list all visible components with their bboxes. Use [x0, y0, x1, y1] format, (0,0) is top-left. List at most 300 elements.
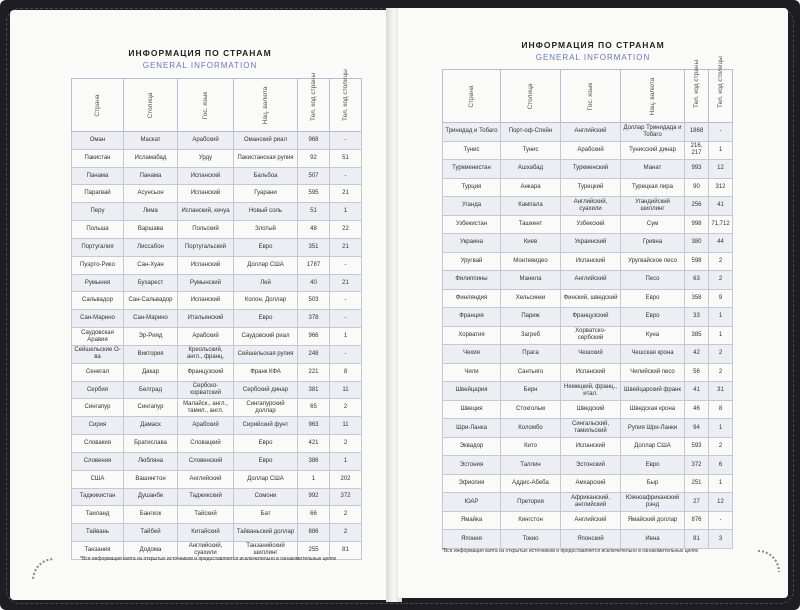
table-row	[72, 381, 362, 399]
table-row	[443, 474, 733, 493]
column-header	[621, 70, 685, 123]
table-row	[72, 524, 362, 542]
table-cell: Туркменистан	[443, 160, 501, 179]
table-cell: 312	[709, 178, 733, 197]
column-header	[72, 79, 124, 132]
table-cell: Словенский	[178, 452, 234, 470]
table-cell: Испанский	[561, 252, 621, 271]
table-cell: -	[330, 292, 362, 310]
table-cell: Манила	[501, 271, 561, 290]
table-cell: 372	[330, 488, 362, 506]
table-cell: Танзанийский шиллинг	[234, 542, 298, 560]
table-cell: 66	[298, 506, 330, 524]
column-header	[685, 59, 709, 123]
table-cell: 507	[298, 167, 330, 185]
table-cell: Английский	[561, 511, 621, 530]
table-cell: Маскат	[124, 132, 178, 150]
table-cell: Тринидад и Тобаго	[443, 123, 501, 142]
table-row	[72, 221, 362, 239]
table-row	[443, 234, 733, 253]
table-cell: Дакар	[124, 363, 178, 381]
table-row	[72, 256, 362, 274]
table-cell: Анкара	[501, 178, 561, 197]
table-cell: 202	[330, 470, 362, 488]
table-cell: Турецкая лира	[621, 178, 685, 197]
table-cell: Бангкок	[124, 506, 178, 524]
table-cell: Турция	[443, 178, 501, 197]
table-cell: Уругвайское песо	[621, 252, 685, 271]
table-cell: Чилийский песо	[621, 363, 685, 382]
column-header	[124, 79, 178, 132]
table-cell: Сан-Марино	[124, 310, 178, 328]
table-cell: Тайский	[178, 506, 234, 524]
table-row	[443, 530, 733, 549]
table-cell: Доллар США	[234, 470, 298, 488]
table-cell: Кампала	[501, 197, 561, 216]
table-cell: Песо	[621, 271, 685, 290]
table-row	[443, 178, 733, 197]
table-cell: Хельсинки	[501, 289, 561, 308]
table-cell: Бухарест	[124, 274, 178, 292]
table-cell: 56	[685, 363, 709, 382]
table-cell: Сальвадор	[72, 292, 124, 310]
table-cell: Бат	[234, 506, 298, 524]
table-cell: Чешский	[561, 345, 621, 364]
table-cell: Бальбоа	[234, 167, 298, 185]
table-cell: Ямайский доллар	[621, 511, 685, 530]
table-cell: Вашингтон	[124, 470, 178, 488]
table-cell: 51	[330, 149, 362, 167]
table-cell: 968	[298, 132, 330, 150]
table-cell: 1	[330, 452, 362, 470]
table-cell: 358	[685, 289, 709, 308]
table-cell: Швейцария	[443, 382, 501, 401]
column-header-label: Страна	[94, 93, 101, 117]
column-header	[561, 70, 621, 123]
table-cell: Злотый	[234, 221, 298, 239]
table-cell: Узбекский	[561, 215, 621, 234]
table-cell: Таджикистан	[72, 488, 124, 506]
table-cell: Сингапурский доллар	[234, 399, 298, 417]
table-row	[72, 417, 362, 435]
table-cell: Евро	[621, 456, 685, 475]
table-cell: Португальский	[178, 238, 234, 256]
table-cell: ЮАР	[443, 493, 501, 512]
table-cell: Филиппины	[443, 271, 501, 290]
table-cell: 598	[685, 252, 709, 271]
table-cell: Эквадор	[443, 437, 501, 456]
table-cell: Тунисский динар	[621, 141, 685, 160]
table-cell: Тайбей	[124, 524, 178, 542]
table-cell: Новый соль	[234, 203, 298, 221]
table-cell: Чехия	[443, 345, 501, 364]
table-cell: 94	[685, 419, 709, 438]
table-cell: Япония	[443, 530, 501, 549]
table-row	[443, 400, 733, 419]
table-cell: Турецкий	[561, 178, 621, 197]
table-row	[72, 149, 362, 167]
table-cell: 1	[709, 308, 733, 327]
table-cell: 993	[685, 160, 709, 179]
table-row	[72, 399, 362, 417]
table-cell: Претория	[501, 493, 561, 512]
right-footnote: *Вся информация взята из открытых источников и предоставляется исключительно в ознакомительных целях	[442, 548, 699, 554]
table-cell: 351	[298, 238, 330, 256]
table-cell: 1	[709, 326, 733, 345]
table-cell: Японский	[561, 530, 621, 549]
table-cell: Английский	[178, 470, 234, 488]
table-cell: Киев	[501, 234, 561, 253]
table-cell: Таджикский	[178, 488, 234, 506]
table-cell: Малайск., англ., тамил., англ.	[178, 399, 234, 417]
table-cell: Стокгольм	[501, 400, 561, 419]
table-cell: Сербия	[72, 381, 124, 399]
table-cell: 251	[685, 474, 709, 493]
table-cell: Эстония	[443, 456, 501, 475]
table-cell: 2	[709, 345, 733, 364]
table-row	[72, 470, 362, 488]
table-cell: 2	[709, 363, 733, 382]
table-cell: -	[330, 345, 362, 363]
table-cell: Хорватско-сербский	[561, 326, 621, 345]
table-cell: Сербско-хорватский	[178, 381, 234, 399]
table-row	[443, 308, 733, 327]
table-cell: Испанский	[561, 437, 621, 456]
table-cell: Польский	[178, 221, 234, 239]
table-cell: Румынский	[178, 274, 234, 292]
table-cell: 255	[298, 542, 330, 560]
left-page	[10, 10, 390, 600]
table-cell: 221	[298, 363, 330, 381]
table-cell: 6	[709, 456, 733, 475]
table-cell: 12	[709, 160, 733, 179]
table-cell: Евро	[234, 452, 298, 470]
table-row	[443, 437, 733, 456]
table-cell: 386	[298, 452, 330, 470]
table-cell: Лиссабон	[124, 238, 178, 256]
table-cell: Португалия	[72, 238, 124, 256]
table-cell: Евро	[621, 308, 685, 327]
table-cell: Душанбе	[124, 488, 178, 506]
table-cell: Южноафриканский рэнд	[621, 493, 685, 512]
table-cell: Берн	[501, 382, 561, 401]
table-cell: Сум	[621, 215, 685, 234]
table-cell: 46	[685, 400, 709, 419]
table-row	[72, 328, 362, 346]
table-cell: Виктория	[124, 345, 178, 363]
table-cell: Пуэрто-Рико	[72, 256, 124, 274]
table-cell: Оман	[72, 132, 124, 150]
left-corner-decoration	[32, 558, 76, 600]
table-cell: 42	[685, 345, 709, 364]
column-header-label: Столица	[527, 83, 534, 109]
table-cell: Африканский, английский	[561, 493, 621, 512]
table-row	[443, 326, 733, 345]
table-cell: Английский	[561, 123, 621, 142]
table-row	[443, 271, 733, 290]
table-cell: Сенегал	[72, 363, 124, 381]
table-cell: Оманский риал	[234, 132, 298, 150]
table-cell: Испанский, кечуа	[178, 203, 234, 221]
table-cell: Тайвань	[72, 524, 124, 542]
table-cell: Франция	[443, 308, 501, 327]
table-cell: Китайский	[178, 524, 234, 542]
table-row	[72, 363, 362, 381]
table-cell: Доллар США	[621, 437, 685, 456]
table-cell: -	[330, 132, 362, 150]
table-row	[443, 456, 733, 475]
table-cell: Доллар Тринидада и Тобаго	[621, 123, 685, 142]
table-cell: -	[330, 310, 362, 328]
table-row	[72, 185, 362, 203]
table-cell: 22	[330, 221, 362, 239]
table-cell: Словения	[72, 452, 124, 470]
table-row	[443, 252, 733, 271]
table-cell: 21	[330, 274, 362, 292]
table-cell: 886	[298, 524, 330, 542]
table-cell: Исламабад	[124, 149, 178, 167]
table-cell: 998	[685, 215, 709, 234]
table-cell: 2	[330, 524, 362, 542]
table-cell: 992	[298, 488, 330, 506]
table-cell: Рупия Шри-Ланки	[621, 419, 685, 438]
table-cell: 1868	[685, 123, 709, 142]
table-cell: Урду	[178, 149, 234, 167]
table-cell: -	[330, 256, 362, 274]
table-cell: Быр	[621, 474, 685, 493]
table-cell: Франк КФА	[234, 363, 298, 381]
table-cell: Порт-оф-Спейн	[501, 123, 561, 142]
table-cell: Чили	[443, 363, 501, 382]
table-cell: Монтевидео	[501, 252, 561, 271]
column-header-label: Нац. валюта	[262, 86, 269, 124]
table-cell: 81	[685, 530, 709, 549]
table-cell: 33	[685, 308, 709, 327]
table-cell: Английский, суахили	[178, 542, 234, 560]
column-header	[443, 70, 501, 123]
table-row	[72, 203, 362, 221]
table-cell: Угандийский шиллинг	[621, 197, 685, 216]
table-row	[72, 452, 362, 470]
column-header-label: Тел. код столицы	[717, 55, 724, 108]
table-cell: Пакистанская рупия	[234, 149, 298, 167]
table-cell: Узбекистан	[443, 215, 501, 234]
table-row	[72, 345, 362, 363]
table-row	[72, 310, 362, 328]
column-header-label: Тел. код страны	[310, 72, 317, 121]
table-cell: Дамаск	[124, 417, 178, 435]
table-cell: Белград	[124, 381, 178, 399]
table-cell: Варшава	[124, 221, 178, 239]
table-row	[72, 274, 362, 292]
column-header	[234, 79, 298, 132]
table-cell: Швеция	[443, 400, 501, 419]
table-cell: Сингапур	[124, 399, 178, 417]
left-page-header	[10, 48, 390, 70]
table-header-row	[72, 79, 362, 132]
table-row	[72, 238, 362, 256]
table-cell: Чешская крона	[621, 345, 685, 364]
table-cell: Уганда	[443, 197, 501, 216]
table-cell: Евро	[234, 310, 298, 328]
table-cell: Испанский	[178, 185, 234, 203]
table-cell: Туркменский	[561, 160, 621, 179]
table-cell: 595	[298, 185, 330, 203]
table-cell: Аддис-Абеба	[501, 474, 561, 493]
table-cell: Коломбо	[501, 419, 561, 438]
table-row	[443, 345, 733, 364]
table-cell: 8	[709, 400, 733, 419]
table-cell: Любляна	[124, 452, 178, 470]
table-cell: 11	[330, 417, 362, 435]
table-cell: Прага	[501, 345, 561, 364]
table-cell: Сейшельская рупия	[234, 345, 298, 363]
table-row	[443, 160, 733, 179]
table-cell: 385	[685, 326, 709, 345]
table-cell: Арабский	[561, 141, 621, 160]
table-cell: Евро	[234, 238, 298, 256]
table-cell: 876	[685, 511, 709, 530]
table-cell: Эстонский	[561, 456, 621, 475]
table-header-row	[443, 70, 733, 123]
table-cell: 1787	[298, 256, 330, 274]
right-title-ru: ИНФОРМАЦИЯ ПО СТРАНАМ	[521, 40, 665, 50]
table-cell: 40	[298, 274, 330, 292]
table-cell: 2	[709, 437, 733, 456]
table-cell: 380	[685, 234, 709, 253]
table-row	[443, 197, 733, 216]
table-cell: 48	[298, 221, 330, 239]
table-cell: Хорватия	[443, 326, 501, 345]
table-cell: Сейшельские О-ва	[72, 345, 124, 363]
table-cell: 44	[709, 234, 733, 253]
table-cell: 1	[709, 419, 733, 438]
table-cell: Креольский, англ., франц.	[178, 345, 234, 363]
table-cell: Ямайка	[443, 511, 501, 530]
table-cell: Арабский	[178, 328, 234, 346]
table-cell: Испанский	[178, 256, 234, 274]
right-table-body	[443, 123, 733, 549]
table-cell: Сингапур	[72, 399, 124, 417]
table-row	[443, 289, 733, 308]
table-cell: Украинский	[561, 234, 621, 253]
table-cell: 503	[298, 292, 330, 310]
table-cell: Панама	[72, 167, 124, 185]
table-cell: Париж	[501, 308, 561, 327]
table-cell: 9	[709, 289, 733, 308]
column-header	[298, 72, 330, 132]
table-cell: Финский, шведский	[561, 289, 621, 308]
table-cell: Кингстон	[501, 511, 561, 530]
table-cell: Тайваньский доллар	[234, 524, 298, 542]
table-cell: Французский	[178, 363, 234, 381]
table-cell: Шведская крона	[621, 400, 685, 419]
table-cell: Гуарани	[234, 185, 298, 203]
table-cell: Сербский динар	[234, 381, 298, 399]
table-cell: Польша	[72, 221, 124, 239]
table-row	[443, 382, 733, 401]
left-country-table	[71, 68, 362, 560]
table-cell: Словацкий	[178, 435, 234, 453]
table-cell: Французский	[561, 308, 621, 327]
table-cell: Сан-Марино	[72, 310, 124, 328]
table-cell: Сирия	[72, 417, 124, 435]
table-row	[443, 493, 733, 512]
column-header-label: Нац. валюта	[649, 77, 656, 115]
column-header	[709, 55, 733, 123]
table-cell: 90	[685, 178, 709, 197]
table-cell: Доллар США	[234, 256, 298, 274]
table-cell: 372	[685, 456, 709, 475]
table-cell: Эр-Рияд	[124, 328, 178, 346]
table-cell: 51	[298, 203, 330, 221]
table-cell: Сингальский, тамильский	[561, 419, 621, 438]
table-row	[72, 132, 362, 150]
table-cell: Испанский	[178, 167, 234, 185]
table-row	[443, 511, 733, 530]
table-cell: Таллин	[501, 456, 561, 475]
table-cell: 21	[330, 185, 362, 203]
table-row	[443, 215, 733, 234]
table-cell: 71,712	[709, 215, 733, 234]
table-row	[72, 506, 362, 524]
table-cell: 1	[330, 203, 362, 221]
left-footnote: *Вся информация взята из открытых источников и предоставляется исключительно в ознакомительных целях	[80, 556, 337, 562]
table-cell: 216, 217	[685, 141, 709, 160]
table-cell: Английский	[561, 271, 621, 290]
column-header	[330, 68, 362, 132]
table-cell: Испанский	[178, 292, 234, 310]
column-header-label: Гос. язык	[202, 91, 209, 119]
right-title-en: GENERAL INFORMATION	[535, 53, 651, 62]
column-header-label: Тел. код столицы	[342, 68, 349, 121]
left-title-ru: ИНФОРМАЦИЯ ПО СТРАНАМ	[128, 48, 272, 58]
table-row	[443, 419, 733, 438]
table-cell: Танзания	[72, 542, 124, 560]
table-cell: -	[330, 167, 362, 185]
table-cell: 256	[685, 197, 709, 216]
table-cell: Швейцарский франк	[621, 382, 685, 401]
column-header	[501, 70, 561, 123]
table-cell: 421	[298, 435, 330, 453]
table-row	[443, 141, 733, 160]
table-cell: 41	[709, 197, 733, 216]
table-cell: Пакистан	[72, 149, 124, 167]
column-header-label: Гос. язык	[587, 82, 594, 110]
table-cell: Парагвай	[72, 185, 124, 203]
column-header	[178, 79, 234, 132]
table-cell: 12	[709, 493, 733, 512]
table-cell: 2	[709, 252, 733, 271]
table-cell: Немецкий, франц., итал.	[561, 382, 621, 401]
column-header-label: Тел. код страны	[693, 59, 700, 108]
table-cell: 81	[330, 542, 362, 560]
table-cell: США	[72, 470, 124, 488]
table-cell: 92	[298, 149, 330, 167]
table-cell: 1	[330, 328, 362, 346]
table-row	[72, 292, 362, 310]
table-cell: Гривна	[621, 234, 685, 253]
table-cell: Лей	[234, 274, 298, 292]
table-cell: Иена	[621, 530, 685, 549]
table-cell: -	[709, 123, 733, 142]
table-cell: Эфиопия	[443, 474, 501, 493]
table-cell: Саудовская Аравия	[72, 328, 124, 346]
table-cell: Колон, Доллар	[234, 292, 298, 310]
table-cell: 381	[298, 381, 330, 399]
table-cell: Украина	[443, 234, 501, 253]
table-cell: Лима	[124, 203, 178, 221]
